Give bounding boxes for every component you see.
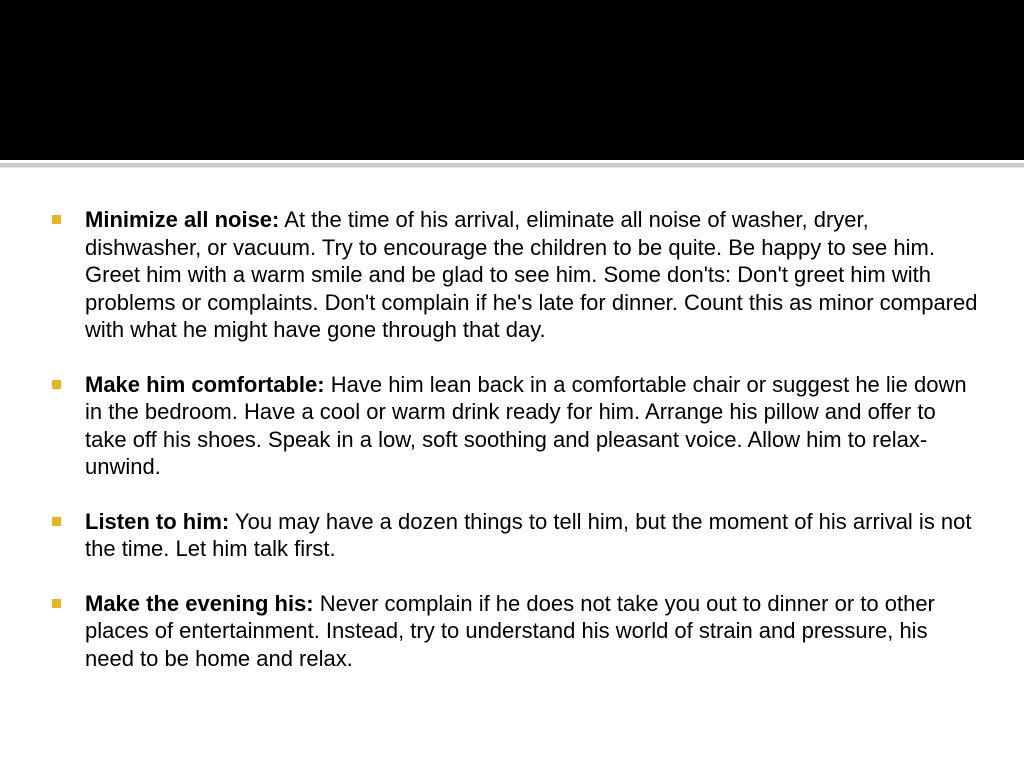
bullet-text: You may have a dozen things to tell him, but the moment of his arrival is not the time. Let him talk first. [85, 508, 972, 561]
bullet-heading: Minimize all noise: [85, 207, 280, 232]
list-item [48, 508, 978, 563]
square-bullet-icon [52, 215, 61, 224]
square-bullet-icon [52, 380, 61, 389]
list-item [48, 371, 978, 481]
title-band [0, 0, 1024, 160]
list-item [48, 206, 978, 344]
square-bullet-icon [52, 517, 61, 526]
bullet-text: Have him lean back in a comfortable chair or suggest he lie down in the bedroom. Have a cool or warm drink ready for him. Arrange his pillow and offer to take off his shoes. Speak in a low, soft soothing and pleasant voice. Allow him to relax-unwind. [85, 371, 967, 479]
square-bullet-icon [52, 599, 61, 608]
bullet-list [48, 206, 978, 699]
bullet-text: Never complain if he does not take you out to dinner or to other places of entertainment. Instead, try to understand his world of strain and pressure, his need to be home and relax. [85, 590, 935, 671]
bullet-text: At the time of his arrival, eliminate all noise of washer, dryer, dishwasher, or vacuum. Try to encourage the children to be quite. Be happy to see him. Greet him with a warm smile and be glad to see him. Some don'ts: Don't greet him with problems or complaints. Don't complain if he's late for dinner. Count this as minor compared with what he might have gone through that day. [85, 207, 978, 342]
bullet-heading: Listen to him: [85, 508, 230, 534]
list-item [48, 590, 978, 673]
bullet-heading: Make the evening his: [85, 590, 314, 616]
bullet-heading: Make him comfortable: [85, 371, 325, 397]
title-divider [0, 163, 1024, 168]
